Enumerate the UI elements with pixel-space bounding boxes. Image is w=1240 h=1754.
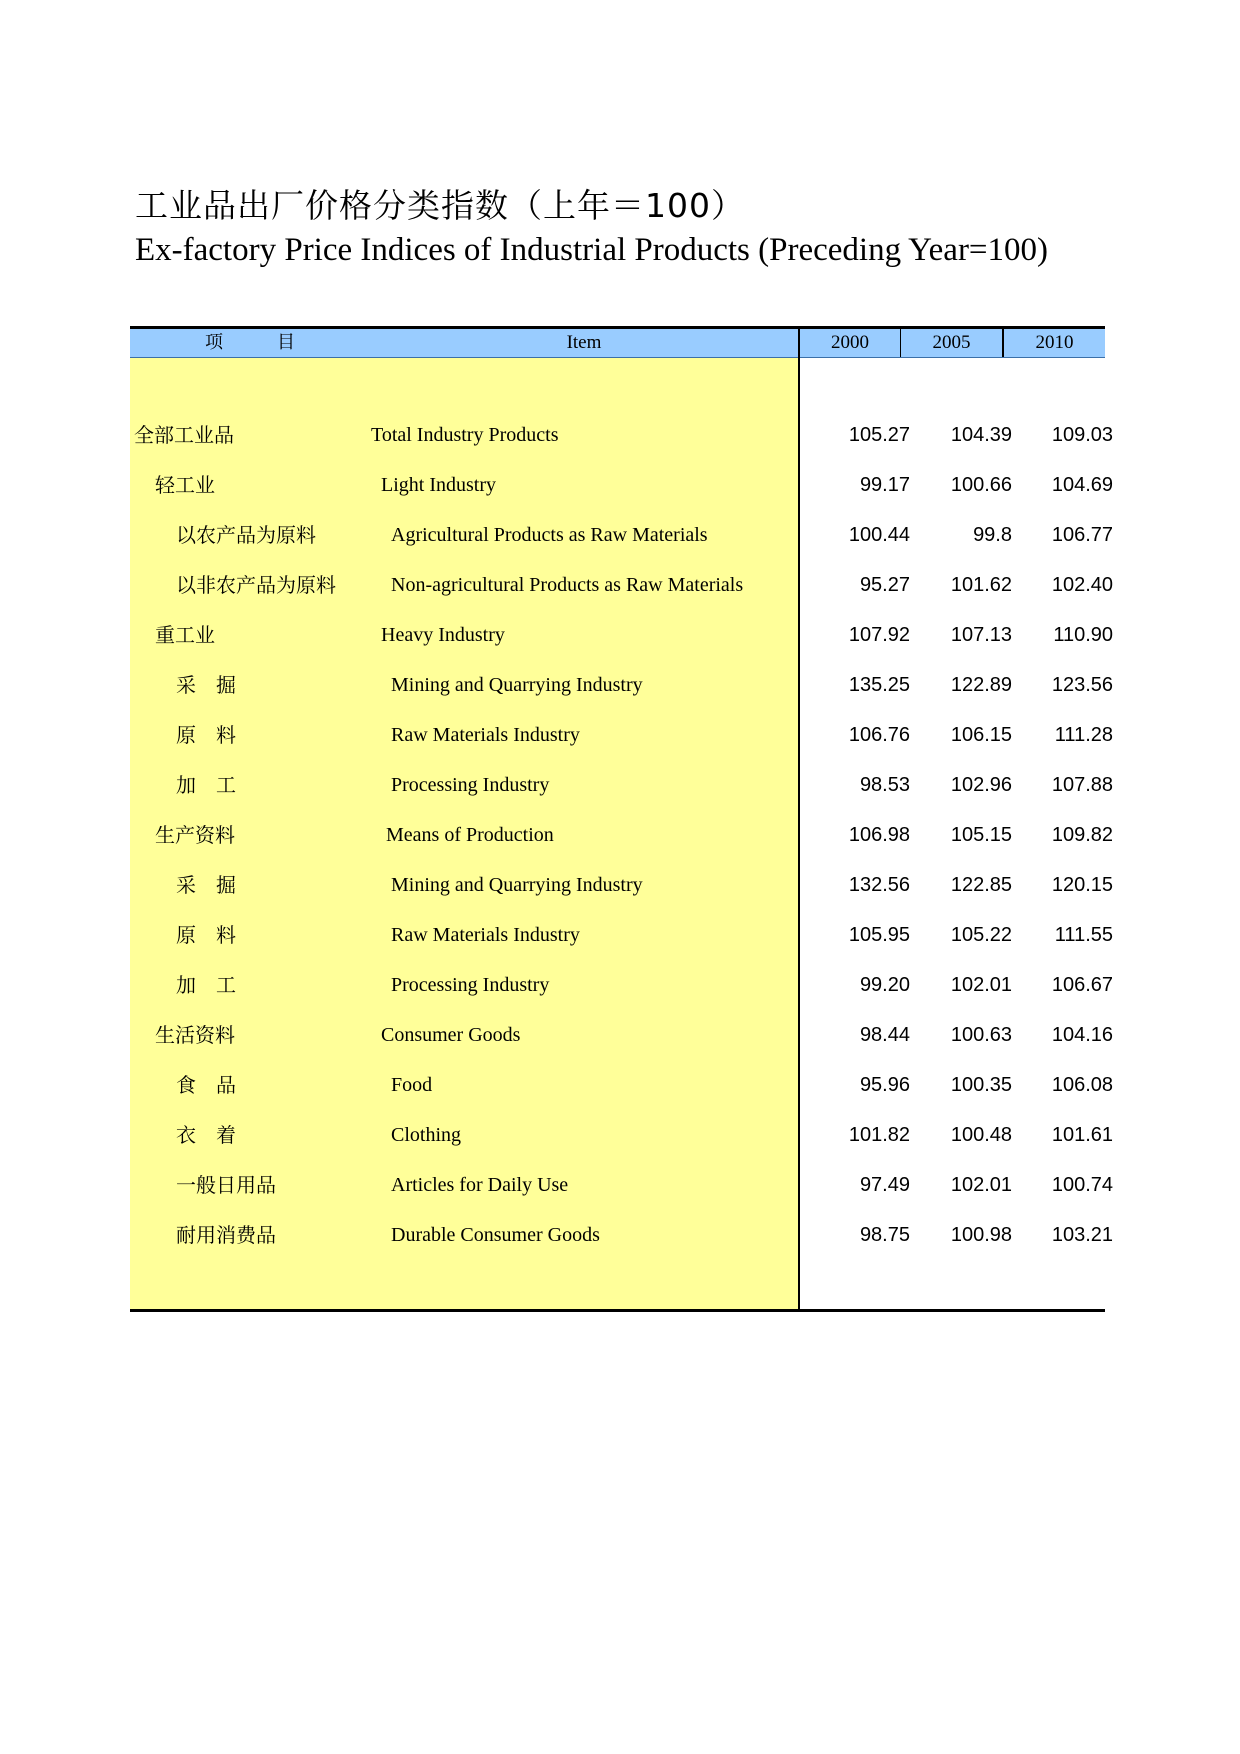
row-label-en: Heavy Industry	[381, 624, 505, 646]
row-label-en: Durable Consumer Goods	[391, 1224, 600, 1246]
row-label-en: Articles for Daily Use	[391, 1174, 569, 1196]
value-2000: 107.92	[848, 624, 910, 646]
table-row	[130, 860, 1113, 910]
value-2005: 107.13	[950, 624, 1012, 646]
value-2005: 102.01	[950, 974, 1012, 996]
value-2005: 100.66	[950, 474, 1012, 496]
table-row	[130, 910, 1113, 960]
value-2000: 98.75	[859, 1224, 910, 1246]
row-label-en: Processing Industry	[391, 974, 550, 996]
row-label-cn: 采 掘	[176, 873, 236, 897]
row-label-cn: 重工业	[155, 623, 215, 647]
value-2000: 106.76	[848, 724, 910, 746]
table-row	[130, 460, 1113, 510]
value-2010: 106.67	[1051, 974, 1113, 996]
row-label-cn: 耐用消费品	[176, 1223, 276, 1247]
value-2010: 111.55	[1054, 924, 1113, 946]
row-label-cn: 生产资料	[155, 823, 235, 847]
value-2000: 95.27	[859, 574, 910, 596]
table-row	[130, 1160, 1113, 1210]
row-label-en: Consumer Goods	[381, 1024, 521, 1046]
value-2010: 107.88	[1051, 774, 1113, 796]
value-2005: 101.62	[950, 574, 1012, 596]
value-2000: 105.95	[848, 924, 910, 946]
value-2000: 101.82	[848, 1124, 910, 1146]
value-2005: 104.39	[950, 424, 1012, 446]
value-2000: 135.25	[848, 674, 910, 696]
row-label-cn: 以非农产品为原料	[176, 573, 336, 597]
value-2000: 99.20	[859, 974, 910, 996]
value-2000: 97.49	[859, 1174, 910, 1196]
value-2000: 100.44	[848, 524, 910, 546]
value-2005: 102.96	[950, 774, 1012, 796]
table-row	[130, 560, 1113, 610]
row-label-cn: 原 料	[176, 923, 236, 947]
table-row	[130, 960, 1113, 1010]
table-row	[130, 810, 1113, 860]
table-row	[130, 1010, 1113, 1060]
row-label-en: Agricultural Products as Raw Materials	[391, 524, 708, 546]
table-row	[130, 1210, 1113, 1260]
row-label-en: Mining and Quarrying Industry	[391, 874, 643, 896]
page-title-english: Ex-factory Price Indices of Industrial Products (Preceding Year=100)	[135, 232, 1049, 268]
value-2010: 106.08	[1051, 1074, 1113, 1096]
row-label-cn: 采 掘	[176, 673, 236, 697]
value-2010: 101.61	[1051, 1124, 1113, 1146]
table-row	[130, 410, 1113, 460]
table-row	[130, 610, 1113, 660]
value-2010: 123.56	[1051, 674, 1113, 696]
value-2010: 102.40	[1051, 574, 1113, 596]
value-2000: 132.56	[848, 874, 910, 896]
value-2005: 100.48	[950, 1124, 1012, 1146]
table-row	[130, 710, 1113, 760]
row-label-cn: 加 工	[176, 973, 236, 997]
value-2005: 122.89	[950, 674, 1012, 696]
row-label-en: Light Industry	[381, 474, 496, 496]
value-2005: 100.63	[950, 1024, 1012, 1046]
value-2010: 104.16	[1051, 1024, 1113, 1046]
table-header	[130, 329, 1105, 358]
row-label-cn: 食 品	[176, 1073, 236, 1097]
header-year-2000: 2000	[831, 332, 869, 353]
value-2000: 98.53	[859, 774, 910, 796]
row-label-cn: 衣 着	[176, 1123, 236, 1147]
row-label-en: Clothing	[391, 1124, 462, 1146]
row-label-en: Total Industry Products	[371, 424, 559, 446]
value-2010: 120.15	[1051, 874, 1113, 896]
row-label-en: Means of Production	[386, 824, 554, 846]
value-2005: 100.98	[950, 1224, 1012, 1246]
value-2005: 100.35	[950, 1074, 1012, 1096]
value-2000: 105.27	[848, 424, 910, 446]
header-item-en: Item	[566, 332, 602, 353]
row-label-en: Raw Materials Industry	[391, 724, 580, 746]
row-label-cn: 全部工业品	[134, 423, 234, 447]
table-row	[130, 1110, 1113, 1160]
row-label-cn: 生活资料	[155, 1023, 235, 1047]
table-row	[130, 1060, 1113, 1110]
table-row	[130, 660, 1113, 710]
row-label-cn: 原 料	[176, 723, 236, 747]
table-row	[130, 510, 1113, 560]
header-item-cn: 项 目	[205, 332, 295, 353]
row-label-cn: 以农产品为原料	[176, 523, 316, 547]
value-2010: 111.28	[1054, 724, 1113, 746]
value-2000: 106.98	[848, 824, 910, 846]
value-2005: 105.15	[950, 824, 1012, 846]
value-2010: 103.21	[1051, 1224, 1113, 1246]
value-2010: 110.90	[1053, 624, 1113, 646]
value-2005: 105.22	[950, 924, 1012, 946]
value-2010: 106.77	[1051, 524, 1113, 546]
value-2005: 102.01	[950, 1174, 1012, 1196]
value-2010: 109.03	[1051, 424, 1113, 446]
row-label-en: Mining and Quarrying Industry	[391, 674, 643, 696]
row-label-cn: 加 工	[176, 773, 236, 797]
row-label-en: Processing Industry	[391, 774, 550, 796]
value-2010: 100.74	[1051, 1174, 1113, 1196]
value-2005: 99.8	[973, 524, 1012, 546]
value-2000: 95.96	[859, 1074, 910, 1096]
value-2000: 99.17	[859, 474, 910, 496]
value-2005: 122.85	[950, 874, 1012, 896]
row-label-en: Food	[391, 1074, 433, 1096]
header-year-2010: 2010	[1035, 332, 1074, 353]
value-2010: 109.82	[1051, 824, 1113, 846]
row-label-en: Raw Materials Industry	[391, 924, 580, 946]
row-label-cn: 轻工业	[155, 473, 215, 497]
table-bottom-rule	[130, 1309, 1105, 1312]
value-2010: 104.69	[1051, 474, 1113, 496]
table-row	[130, 760, 1113, 810]
row-label-en: Non-agricultural Products as Raw Materials	[391, 574, 744, 596]
value-2000: 98.44	[859, 1024, 910, 1046]
page-title-chinese: 工业品出厂价格分类指数（上年＝100）	[135, 186, 745, 225]
header-year-2005: 2005	[932, 332, 971, 353]
row-label-cn: 一般日用品	[176, 1173, 276, 1197]
value-2005: 106.15	[950, 724, 1012, 746]
